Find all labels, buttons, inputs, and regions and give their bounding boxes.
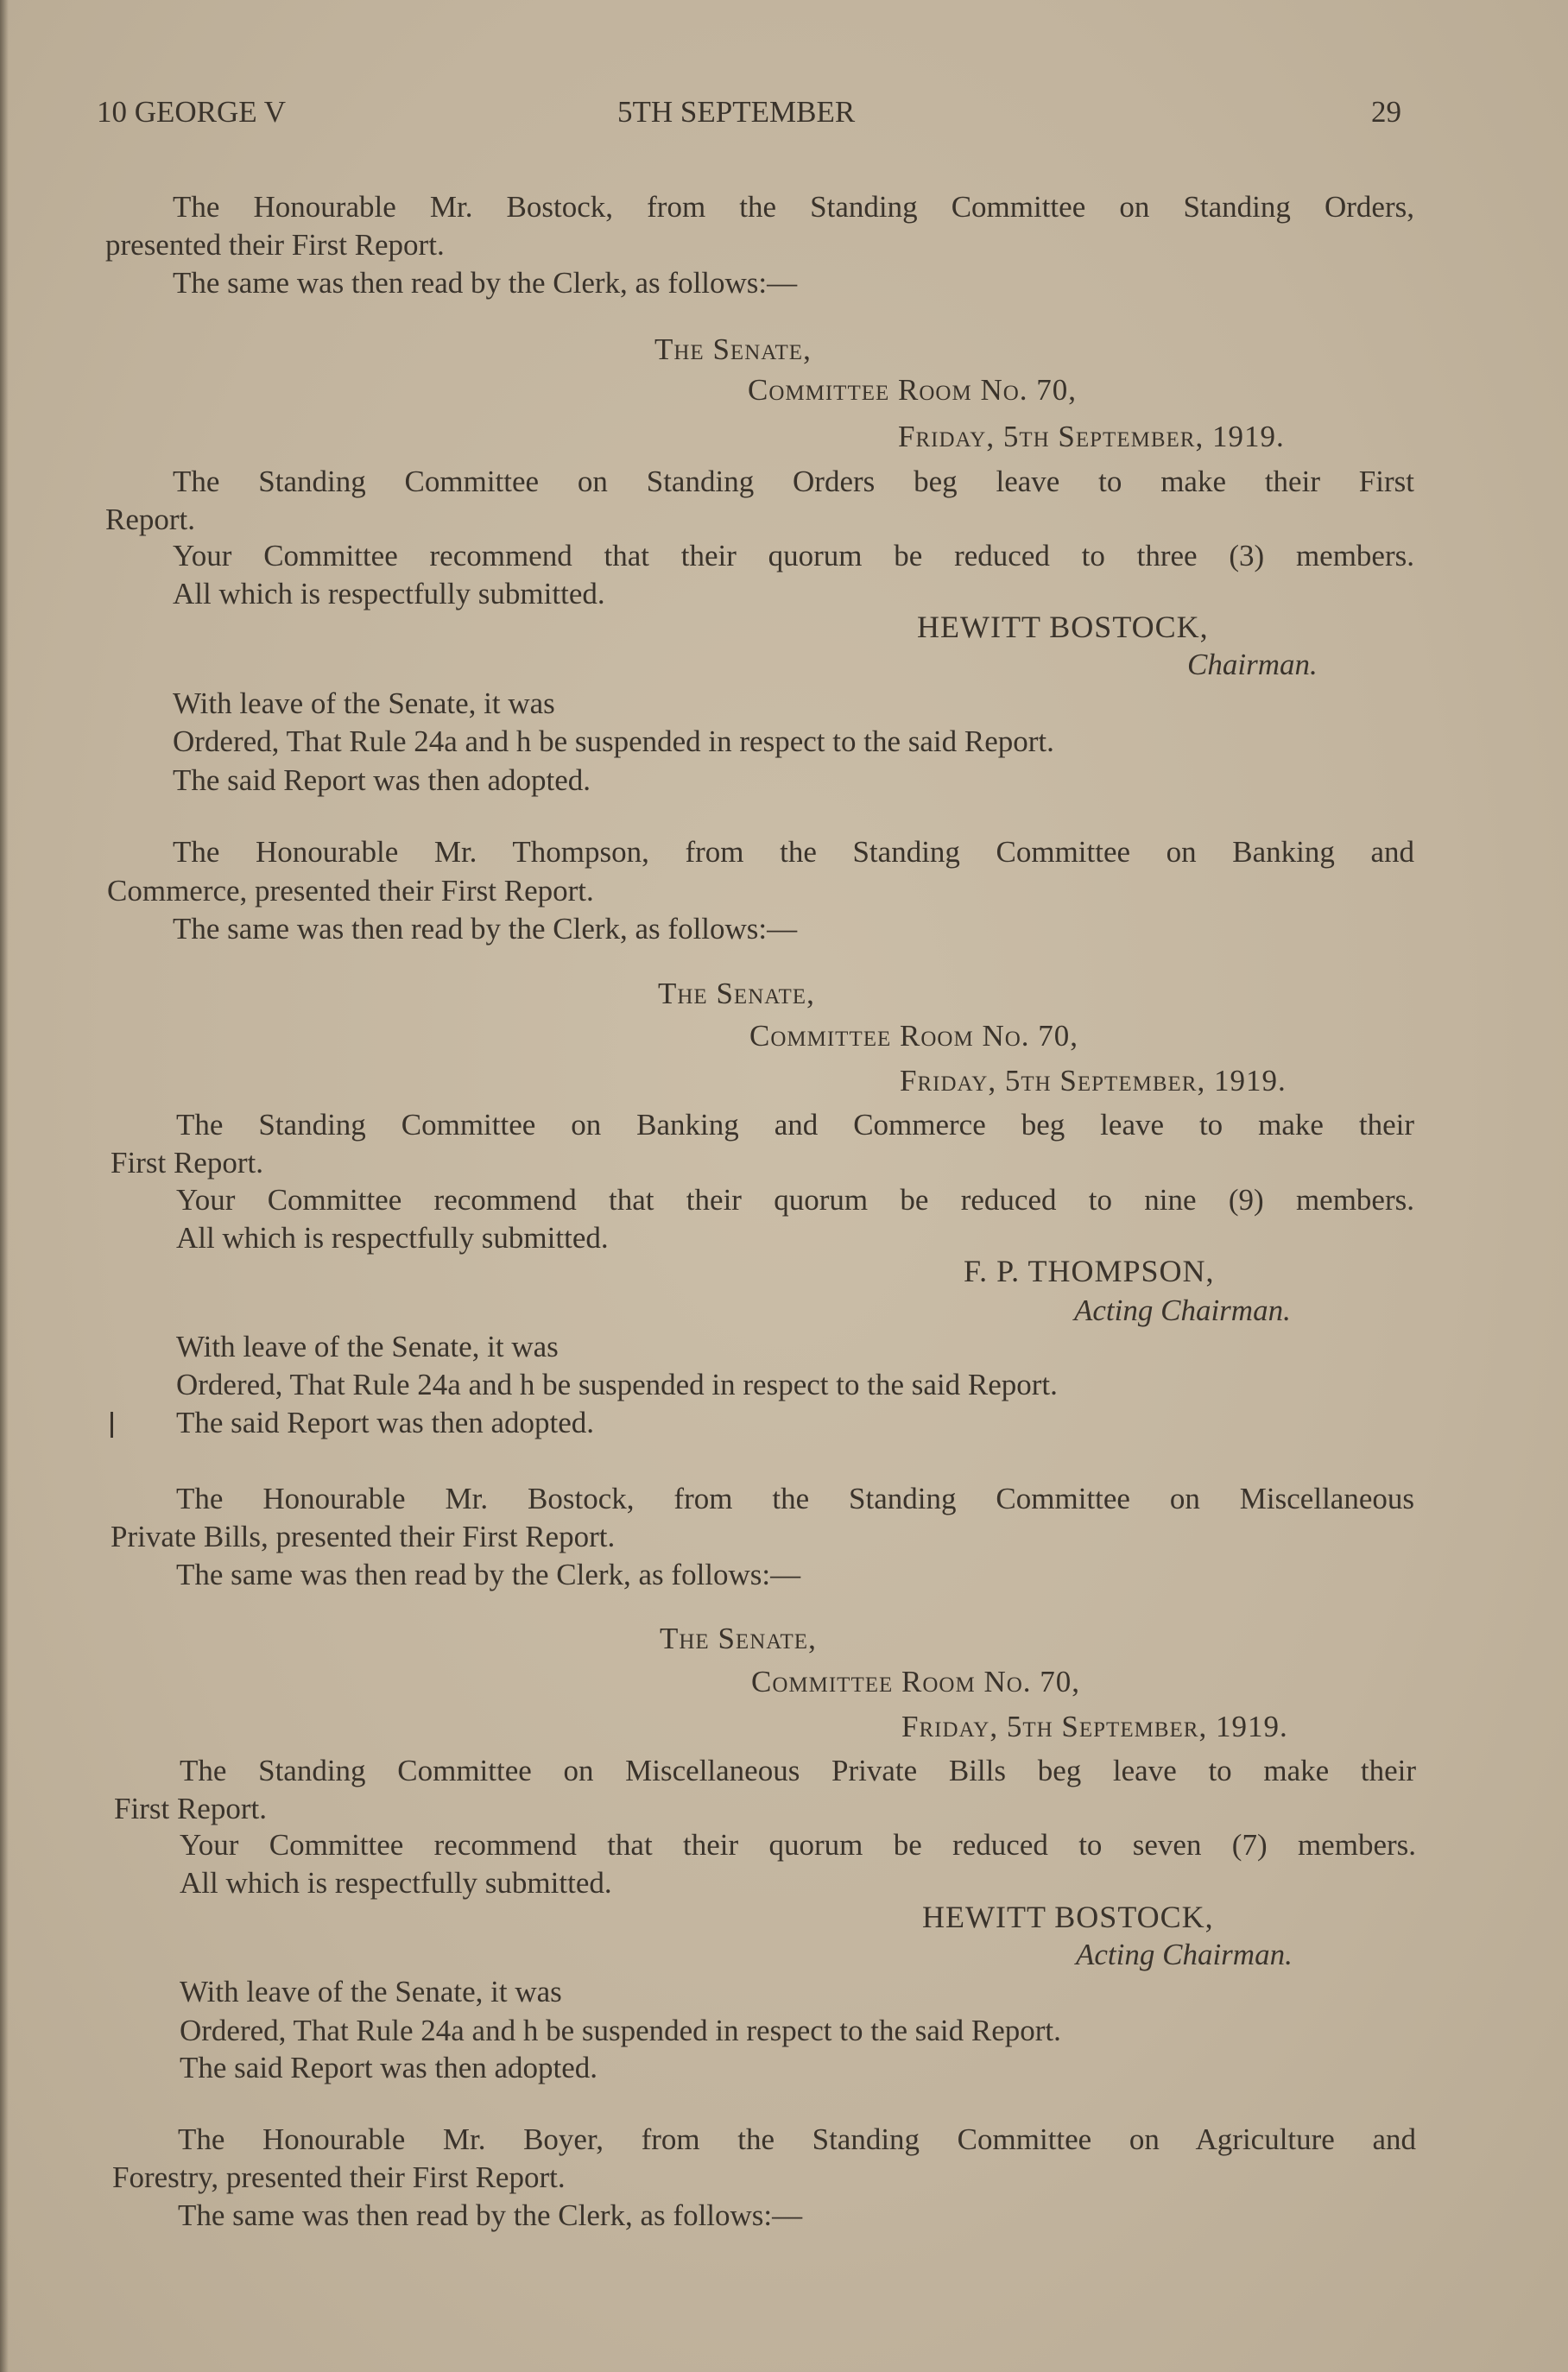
s1-closing-line-2: Ordered, That Rule 24a and h be suspended in respect to the said Report. xyxy=(173,724,1054,758)
s2-signer: F. P. THOMPSON, xyxy=(964,1254,1215,1288)
s4-intro-line-2: Forestry, presented their First Report. xyxy=(112,2160,566,2194)
s1-closing-line-3: The said Report was then adopted. xyxy=(173,763,591,797)
s1-intro-line-2: presented their First Report. xyxy=(105,228,445,262)
s2-signer-title: Acting Chairman. xyxy=(1074,1294,1291,1327)
s2-intro-line-3: The same was then read by the Clerk, as follows:— xyxy=(173,912,798,946)
s2-closing-line-2: Ordered, That Rule 24a and h be suspended in respect to the said Report. xyxy=(176,1368,1058,1401)
s1-address-room: Committee Room No. 70, xyxy=(748,373,1078,407)
s1-body-line-1: The Standing Committee on Standing Orders beg leave to make their First xyxy=(173,465,1414,498)
s3-intro-line-1: The Honourable Mr. Bostock, from the Standing Committee on Miscellaneous xyxy=(176,1482,1414,1515)
header-left: 10 GEORGE V xyxy=(97,95,287,129)
s3-body-line-1: The Standing Committee on Miscellaneous Private Bills beg leave to make their xyxy=(180,1754,1416,1787)
s1-body-line-4: All which is respectfully submitted. xyxy=(173,577,605,610)
s2-body-line-4: All which is respectfully submitted. xyxy=(176,1221,609,1255)
s2-body-line-3: Your Committee recommend that their quorum be reduced to nine (9) members. xyxy=(176,1183,1414,1217)
s3-closing-line-1: With leave of the Senate, it was xyxy=(180,1975,562,2008)
s3-body-line-2: First Report. xyxy=(114,1792,267,1825)
s3-closing-line-3: The said Report was then adopted. xyxy=(180,2051,598,2084)
s3-signer: HEWITT BOSTOCK, xyxy=(922,1900,1214,1934)
s3-body-line-3: Your Committee recommend that their quorum be reduced to seven (7) members. xyxy=(180,1828,1416,1862)
s2-address-date: Friday, 5th September, 1919. xyxy=(900,1064,1287,1097)
s2-closing-line-1: With leave of the Senate, it was xyxy=(176,1330,559,1363)
s1-intro-line-1: The Honourable Mr. Bostock, from the Standing Committee on Standing Orders, xyxy=(173,190,1414,224)
s1-signer-title: Chairman. xyxy=(1187,648,1318,681)
s3-intro-line-2: Private Bills, presented their First Report. xyxy=(111,1520,616,1553)
margin-mark xyxy=(111,1412,113,1438)
page-edge-shadow xyxy=(0,0,9,2372)
s2-intro-line-1: The Honourable Mr. Thompson, from the Standing Committee on Banking and xyxy=(173,835,1414,869)
s1-body-line-3: Your Committee recommend that their quorum be reduced to three (3) members. xyxy=(173,539,1414,572)
s2-body-line-2: First Report. xyxy=(111,1146,263,1180)
s2-closing-line-3: The said Report was then adopted. xyxy=(176,1406,595,1439)
header-center: 5TH SEPTEMBER xyxy=(617,95,856,129)
s1-address-senate: The Senate, xyxy=(654,332,812,366)
s3-address-senate: The Senate, xyxy=(660,1622,817,1655)
s4-intro-line-3: The same was then read by the Clerk, as follows:— xyxy=(178,2198,803,2232)
s3-closing-line-2: Ordered, That Rule 24a and h be suspended in respect to the said Report. xyxy=(180,2014,1061,2047)
s1-intro-line-3: The same was then read by the Clerk, as follows:— xyxy=(173,266,798,300)
s2-address-senate: The Senate, xyxy=(658,977,815,1010)
s4-intro-line-1: The Honourable Mr. Boyer, from the Standing Committee on Agriculture and xyxy=(178,2122,1416,2156)
s1-signer: HEWITT BOSTOCK, xyxy=(917,610,1209,644)
s1-address-date: Friday, 5th September, 1919. xyxy=(898,420,1285,453)
s1-body-line-2: Report. xyxy=(105,503,196,536)
s3-address-room: Committee Room No. 70, xyxy=(751,1665,1081,1698)
s3-intro-line-3: The same was then read by the Clerk, as follows:— xyxy=(176,1558,801,1591)
s3-address-date: Friday, 5th September, 1919. xyxy=(901,1710,1288,1743)
s3-signer-title: Acting Chairman. xyxy=(1076,1938,1293,1971)
s2-intro-line-2: Commerce, presented their First Report. xyxy=(107,874,594,908)
s2-address-room: Committee Room No. 70, xyxy=(749,1019,1079,1053)
header-page-number: 29 xyxy=(1371,95,1401,129)
s2-body-line-1: The Standing Committee on Banking and Commerce beg leave to make their xyxy=(176,1108,1414,1142)
s1-closing-line-1: With leave of the Senate, it was xyxy=(173,686,555,720)
s3-body-line-4: All which is respectfully submitted. xyxy=(180,1866,612,1900)
